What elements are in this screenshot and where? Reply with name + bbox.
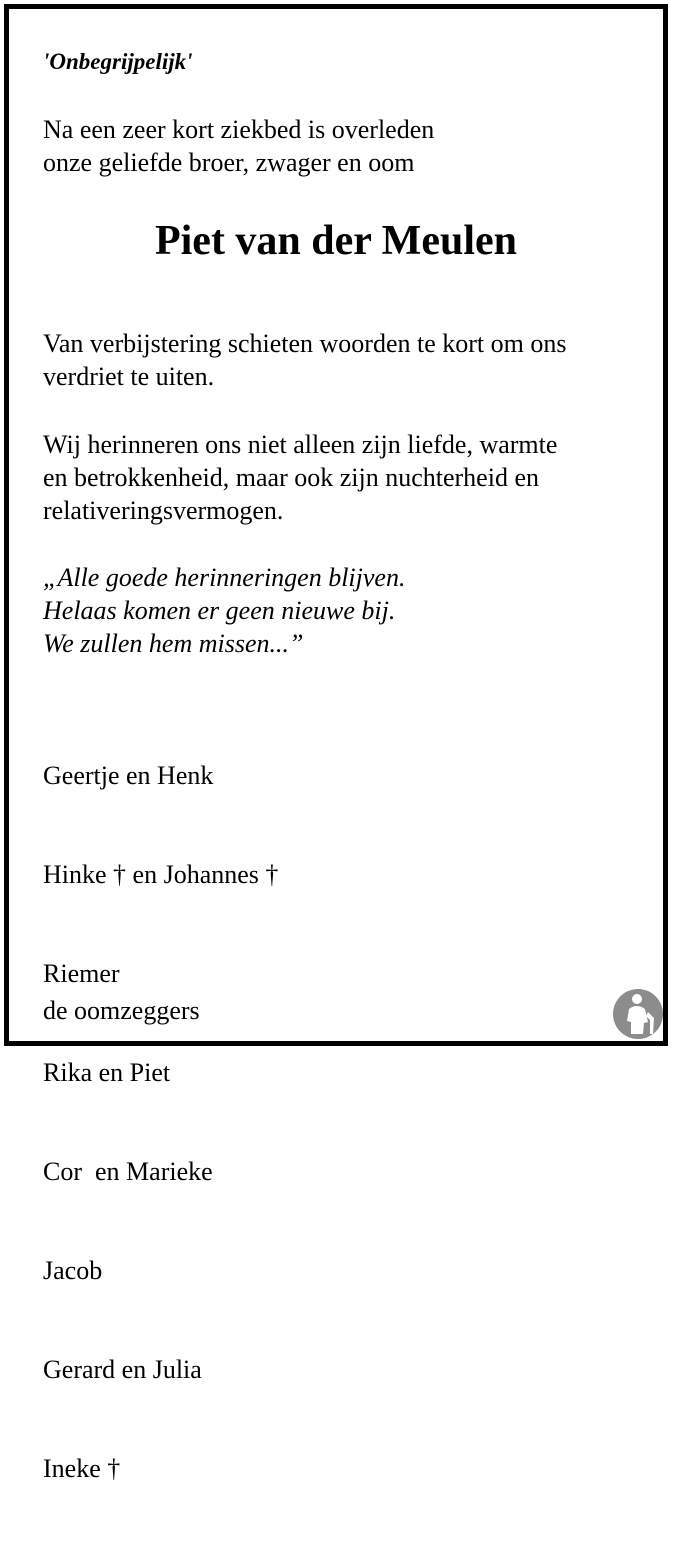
family-member: Ineke † <box>43 1454 121 1483</box>
paragraph-line: en betrokkenheid, maar ook zijn nuchterheid en <box>43 463 539 492</box>
memorial-figure-icon <box>612 988 664 1040</box>
intro-text <box>43 113 434 179</box>
signoff: de oomzeggers <box>43 996 200 1025</box>
quote <box>43 561 405 660</box>
family-member: Gerard en Julia <box>43 1355 202 1384</box>
family-member: Jacob <box>43 1256 103 1285</box>
motto: 'Onbegrijpelijk' <box>43 49 193 74</box>
paragraph-grief <box>43 327 567 393</box>
paragraph-memories <box>43 428 557 527</box>
quote-line: „Alle goede herinneringen blijven. <box>43 563 406 592</box>
family-member: Geertje en Henk <box>43 761 214 790</box>
deceased-name: Piet van der Meulen <box>154 218 517 264</box>
intro-line: Na een zeer kort ziekbed is overleden <box>43 115 435 144</box>
family-member: Cor en Marieke <box>43 1157 213 1186</box>
family-member: Hinke † en Johannes † <box>43 860 279 889</box>
family-member: Riemer <box>43 959 120 988</box>
intro-line: onze geliefde broer, zwager en oom <box>43 148 415 177</box>
family-list <box>43 693 278 1551</box>
announcement-frame <box>4 4 668 1483</box>
family-member: Rika en Piet <box>43 1058 171 1087</box>
quote-line: We zullen hem missen...” <box>43 629 304 658</box>
paragraph-line: Wij herinneren ons niet alleen zijn liefde, warmte <box>43 430 558 459</box>
paragraph-line: relativeringsvermogen. <box>43 496 284 525</box>
quote-line: Helaas komen er geen nieuwe bij. <box>43 596 396 625</box>
paragraph-line: Van verbijstering schieten woorden te kort om ons <box>43 329 567 358</box>
paragraph-line: verdriet te uiten. <box>43 362 215 391</box>
